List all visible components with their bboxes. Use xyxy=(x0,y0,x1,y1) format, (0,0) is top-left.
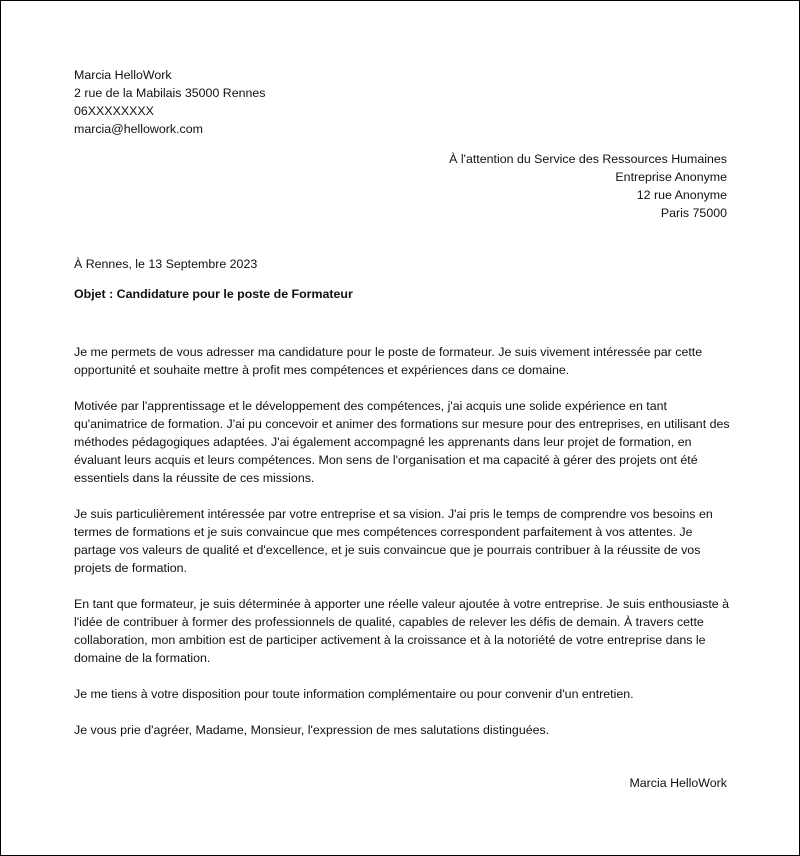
paragraph-company-interest: Je suis particulièrement intéressée par votre entreprise et sa vision. J'ai pris le temps de comprendre vos besoins en termes de formations et je suis convaincue que mes compétences correspondent parfaitement à vos attentes. Je partage vos valeurs de qualité et d'excellence, et je suis convaincue que je pourrais contribuer à la réussite de vos projets de formation. xyxy=(74,507,713,575)
sender-phone: 06XXXXXXXX xyxy=(74,104,154,118)
paragraph-closing: Je vous prie d'agréer, Madame, Monsieur, l'expression de mes salutations distinguées. xyxy=(74,723,550,737)
recipient-street: 12 rue Anonyme xyxy=(636,188,727,202)
sender-email: marcia@hellowork.com xyxy=(74,122,203,136)
recipient-company: Entreprise Anonyme xyxy=(615,170,727,184)
paragraph-experience: Motivée par l'apprentissage et le développement des compétences, j'ai acquis une solide expérience en tant qu'animatrice de formation. J'ai pu concevoir et animer des formations sur mesure pour des entreprises, en utilisant des méthodes pédagogiques adaptées. J'ai également accompagné les apprenants dans leur projet de formation, en évaluant leurs acquis et leurs compétences. Mon sens de l'organisation et ma capacité à gérer des projets ont été essentiels dans la réussite de ces missions. xyxy=(74,399,730,485)
paragraph-availability: Je me tiens à votre disposition pour toute information complémentaire ou pour convenir d'un entretien. xyxy=(74,687,634,701)
recipient-city: Paris 75000 xyxy=(660,206,727,220)
recipient-attention: À l'attention du Service des Ressources Humaines xyxy=(449,152,727,166)
paragraph-motivation: En tant que formateur, je suis déterminée à apporter une réelle valeur ajoutée à votre entreprise. Je suis enthousiaste à l'idée de contribuer à former des professionnels de qualité, capables de relever les défis de demain. À travers cette collaboration, mon ambition est de participer activement à la croissance et à la notoriété de votre entreprise dans le domaine de la formation. xyxy=(74,597,730,665)
sender-address: 2 rue de la Mabilais 35000 Rennes xyxy=(74,86,266,100)
paragraph-intro: Je me permets de vous adresser ma candidature pour le poste de formateur. Je suis vivement intéressée par cette opportunité et souhaite mettre à profit mes compétences et expériences dans ce domaine. xyxy=(74,345,703,377)
sender-block xyxy=(74,66,266,138)
signature: Marcia HelloWork xyxy=(629,776,727,790)
letter-body xyxy=(74,343,734,757)
sender-name: Marcia HelloWork xyxy=(74,68,172,82)
recipient-block xyxy=(449,150,727,222)
subject-line: Objet : Candidature pour le poste de Formateur xyxy=(74,287,353,301)
date-line: À Rennes, le 13 Septembre 2023 xyxy=(74,257,258,271)
